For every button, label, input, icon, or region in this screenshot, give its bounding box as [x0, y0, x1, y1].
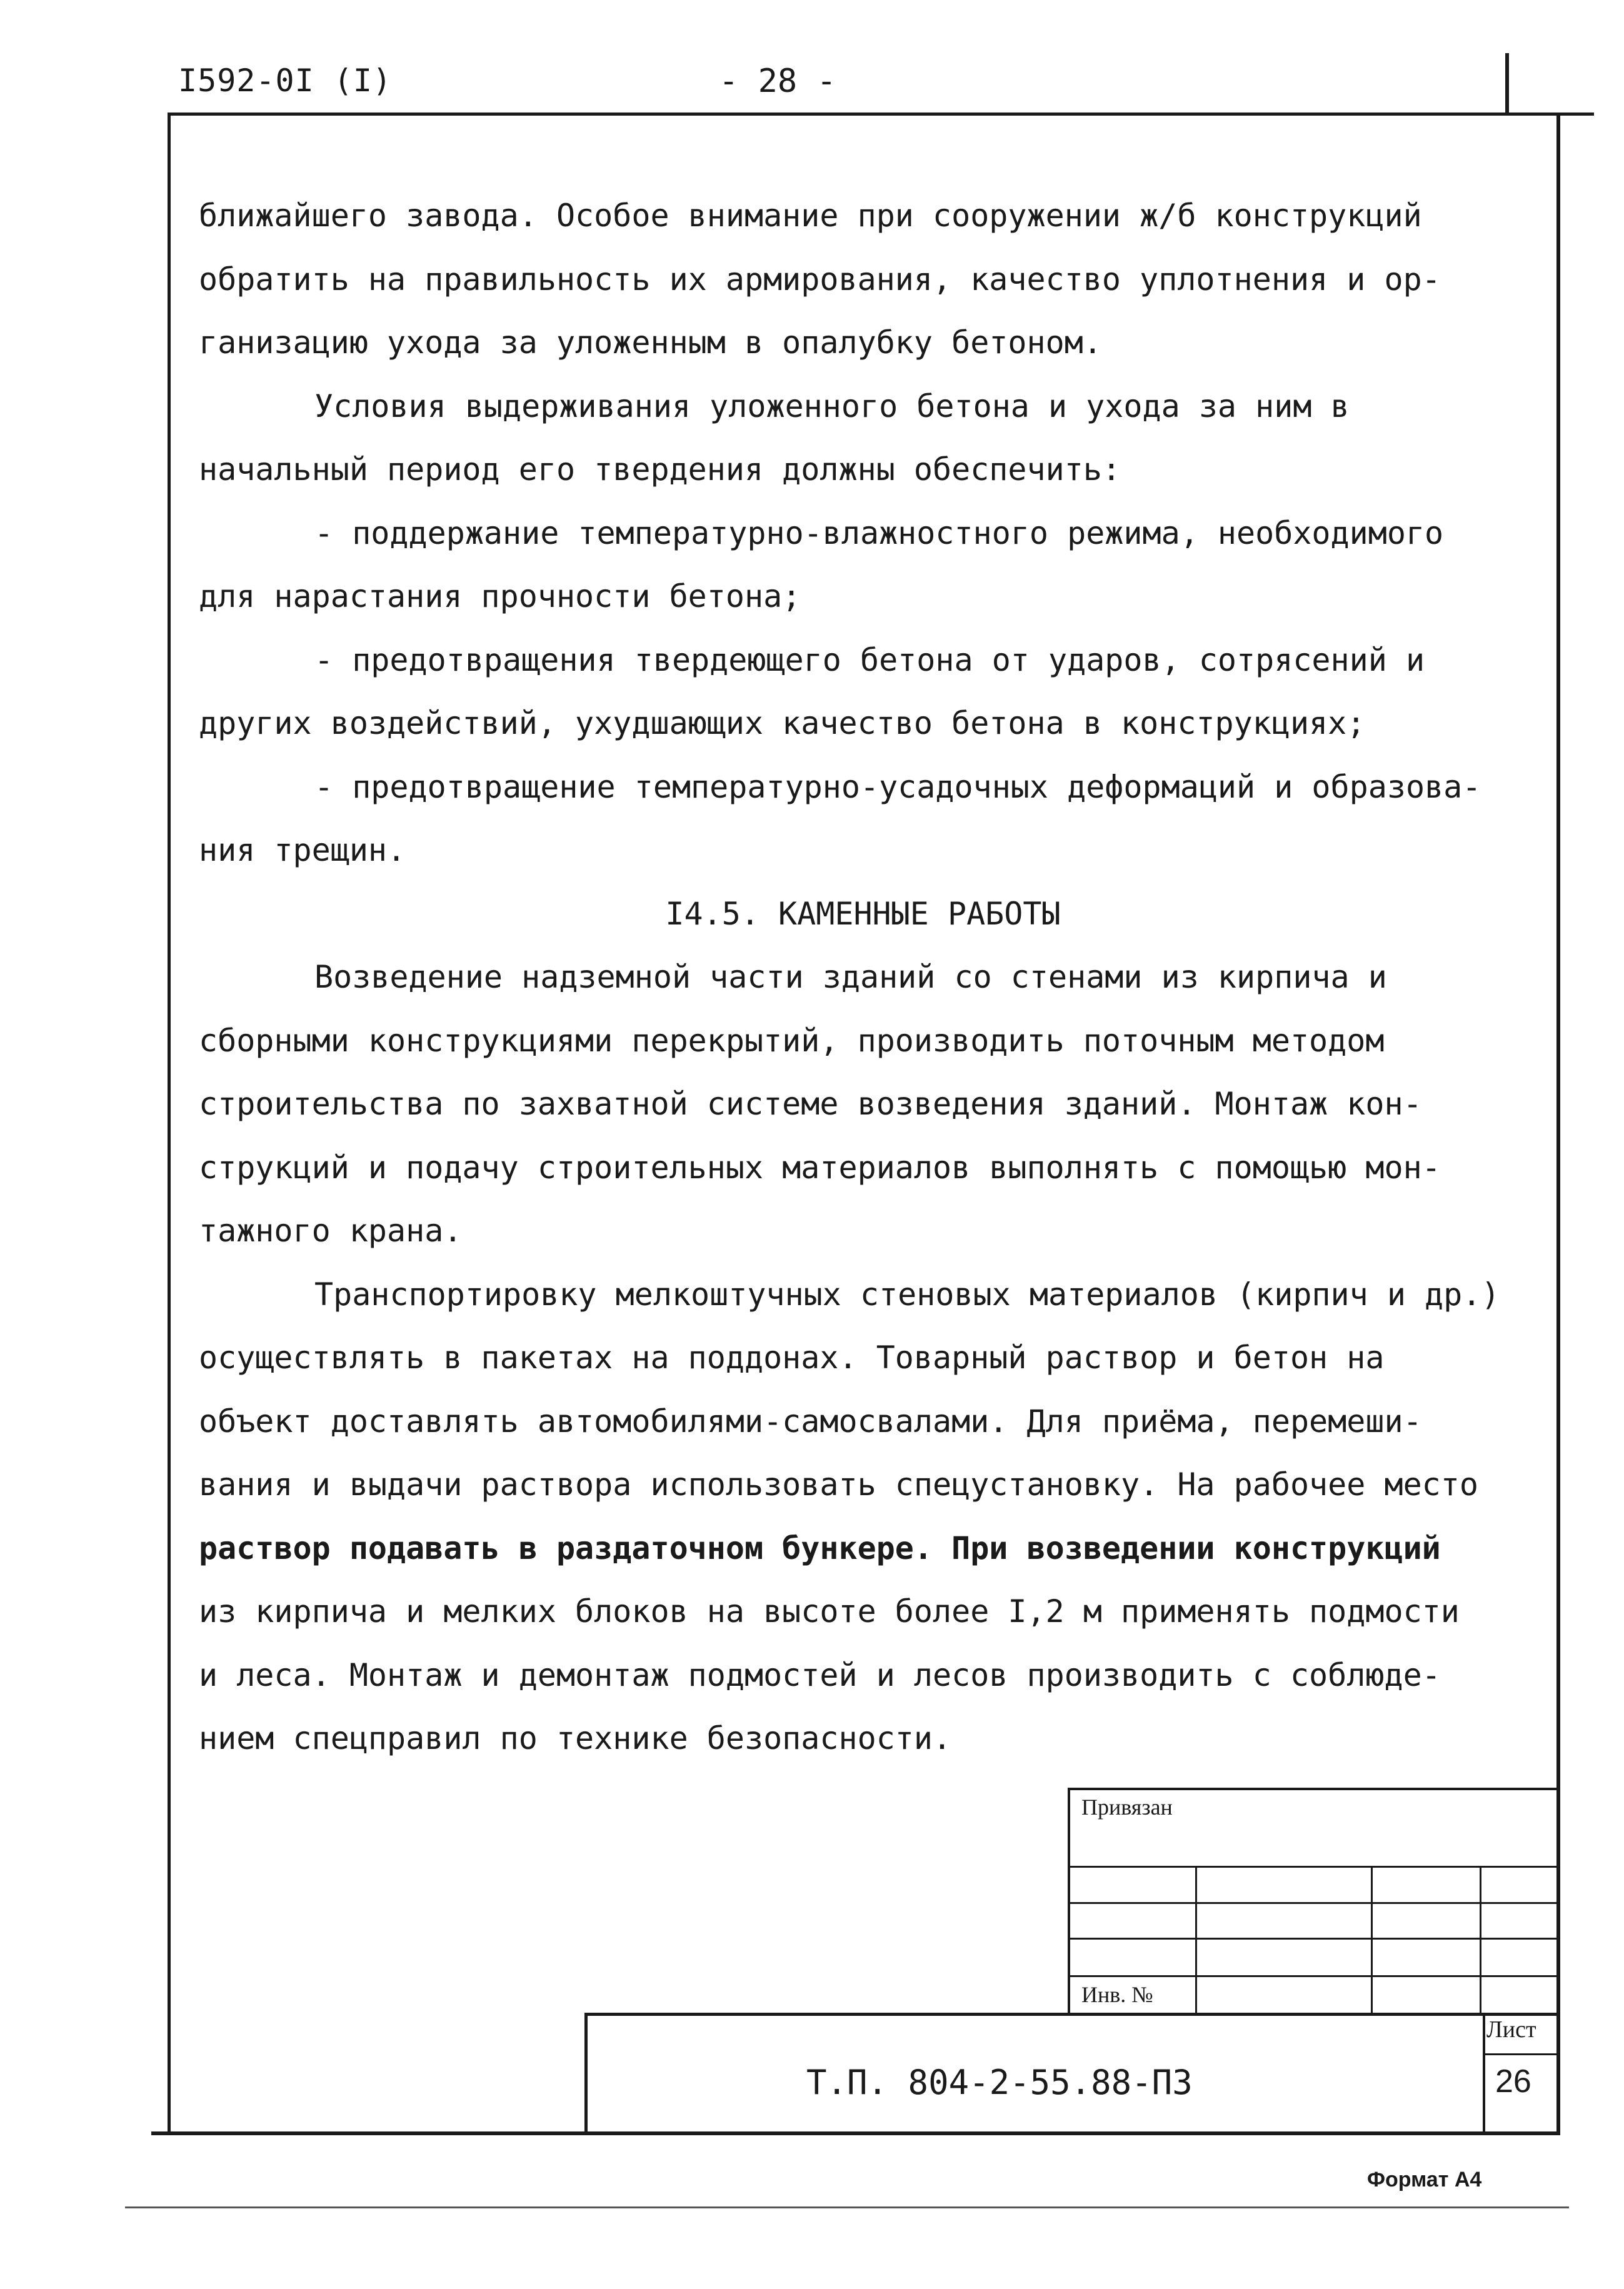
- body-line: нием спецправил по технике безопасности.: [199, 1720, 952, 1756]
- stamp-upper-top-border: [1068, 1788, 1559, 1790]
- body-line: других воздействий, ухудшающих качество бетона в конструкциях;: [199, 705, 1366, 741]
- stamp-col-line: [1480, 1866, 1481, 2013]
- body-line: вания и выдачи раствора использовать спецустановку. На рабочее место: [199, 1466, 1478, 1503]
- body-line: объект доставлять автомобилями-самосвалами. Для приёма, перемеши-: [199, 1403, 1422, 1440]
- body-line: ганизацию ухода за уложенным в опалубку бетоном.: [199, 324, 1102, 361]
- page-number: - 28 -: [719, 63, 836, 100]
- body-line: осуществлять в пакетах на поддонах. Товарный раствор и бетон на: [199, 1340, 1385, 1376]
- document-title-code: Т.П. 804-2-55.88-ПЗ: [806, 2063, 1193, 2102]
- bound-label: Привязан: [1081, 1795, 1173, 1820]
- sheet-number: 26: [1495, 2063, 1531, 2100]
- body-line: начальный период его твердения должны обеспечить:: [199, 451, 1121, 488]
- footer-rule: [125, 2206, 1569, 2208]
- frame-top-line: [168, 113, 1594, 116]
- body-line: ближайшего завода. Особое внимание при сооружении ж/б конструкций: [199, 198, 1422, 234]
- stamp-col-line: [1371, 1866, 1373, 2013]
- stamp-lower-left-border: [584, 2013, 588, 2135]
- frame-top-right-tick: [1505, 53, 1509, 116]
- body-line: из кирпича и мелких блоков на высоте более I,2 м применять подмости: [199, 1593, 1460, 1630]
- frame-right-line: [1556, 113, 1560, 2135]
- body-line: строительства по захватной системе возведения зданий. Монтаж кон-: [199, 1086, 1422, 1122]
- format-label: Формат А4: [1367, 2168, 1482, 2191]
- stamp-row-line: [1068, 1938, 1559, 1940]
- sheet-label: Лист: [1486, 2016, 1536, 2043]
- stamp-sheet-col-line: [1483, 2013, 1485, 2135]
- body-line: - поддержание температурно-влажностного режима, необходимого: [314, 514, 1444, 551]
- stamp-row-line: [1068, 1902, 1559, 1904]
- body-line: для нарастания прочности бетона;: [199, 578, 801, 614]
- stamp-lower-top-border: [584, 2013, 1559, 2016]
- body-line: - предотвращения твердеющего бетона от ударов, сотрясений и: [314, 641, 1425, 678]
- body-line: сборными конструкциями перекрытий, производить поточным методом: [199, 1022, 1385, 1059]
- stamp-sheet-row-line: [1483, 2053, 1559, 2055]
- body-line: ния трещин.: [199, 832, 406, 868]
- body-line: раствор подавать в раздаточном бункере. При возведении конструкций: [199, 1530, 1441, 1566]
- stamp-col-line: [1195, 1866, 1197, 2013]
- body-line: и леса. Монтаж и демонтаж подмостей и лесов производить с соблюде-: [199, 1656, 1441, 1693]
- frame-left-line: [168, 113, 171, 2135]
- body-line: Условия выдерживания уложенного бетона и ухода за ним в: [314, 388, 1350, 424]
- section-heading: I4.5. КАМЕННЫЕ РАБОТЫ: [665, 895, 1061, 932]
- body-line: тажного крана.: [199, 1213, 463, 1249]
- body-line: - предотвращение температурно-усадочных деформаций и образова-: [314, 768, 1481, 805]
- body-line: Возведение надземной части зданий со стенами из кирпича и: [314, 959, 1387, 995]
- body-line: струкций и подачу строительных материалов выполнять с помощью мон-: [199, 1149, 1441, 1186]
- body-line: Транспортировку мелкоштучных стеновых материалов (кирпич и др.): [314, 1276, 1500, 1313]
- stamp-row-line: [1068, 1975, 1559, 1977]
- frame-bottom-line: [151, 2131, 1560, 2135]
- stamp-upper-left-border: [1068, 1788, 1070, 2013]
- body-line: обратить на правильность их армирования, качество уплотнения и ор-: [199, 261, 1441, 298]
- document-code: I592-0I (I): [178, 63, 393, 99]
- inventory-number-label: Инв. №: [1081, 1982, 1153, 2007]
- body-text: [199, 184, 1527, 1771]
- stamp-row-line: [1068, 1866, 1559, 1868]
